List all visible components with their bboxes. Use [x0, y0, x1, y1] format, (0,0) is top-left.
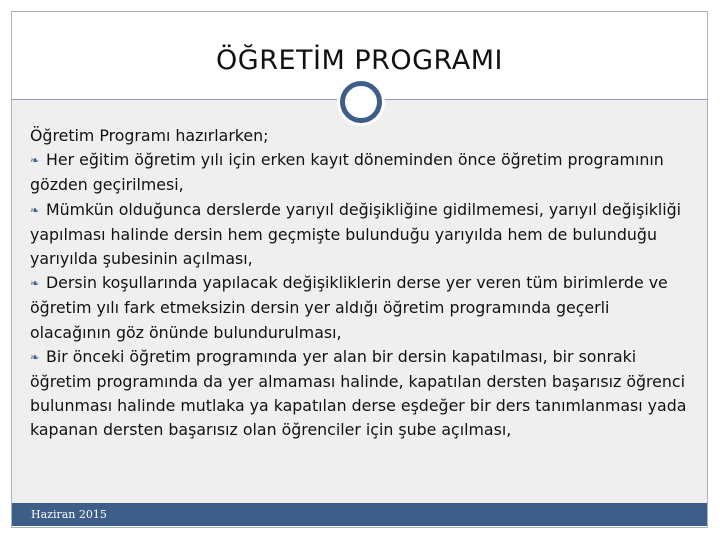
footer-bar	[12, 503, 707, 526]
footer-date: Haziran 2015	[31, 508, 107, 521]
bullet-text: Her eğitim öğretim yılı için erken kayıt döneminden önce öğretim programının gözden geçirilmesi,	[30, 150, 664, 195]
intro-text: Öğretim Programı hazırlarken;	[30, 126, 269, 145]
bullet-icon: ❧	[30, 154, 40, 168]
bullet-icon: ❧	[30, 203, 40, 217]
slide-body	[30, 124, 692, 443]
bullet-icon: ❧	[30, 350, 40, 364]
bullet-text: Bir önceki öğretim programında yer alan bir dersin kapatılması, bir sonraki öğretim programında da yer almaması halinde, kapatılan dersten başarısız öğrenci bulunması halinde mutlaka ya kapatılan derse eşdeğer bir ders tanımlanması yada kapanan dersten başarısız olan öğrenciler için şube açılması,	[30, 346, 687, 440]
slide-title: ÖĞRETİM PROGRAMI	[216, 45, 503, 76]
bullet-item	[30, 345, 692, 443]
bullet-text: Dersin koşullarında yapılacak değişikliklerin derse yer veren tüm birimlerde ve öğretim yılı fark etmeksizin dersin yer aldığı öğretim programında geçerli olacağının göz önünde bulundurulması,	[30, 273, 668, 342]
bullet-item	[30, 198, 692, 272]
bullet-text: Mümkün olduğunca derslerde yarıyıl değişikliğine gidilmemesi, yarıyıl değişikliği yapılması halinde dersin hem geçmişte bulunduğu yarıyılda hem de bulunduğu yarıyılda şubesinin açılması,	[30, 199, 682, 269]
circle-ornament-icon	[340, 81, 382, 123]
bullet-item	[30, 271, 692, 345]
bullet-icon: ❧	[30, 277, 40, 291]
bullet-item	[30, 148, 692, 197]
